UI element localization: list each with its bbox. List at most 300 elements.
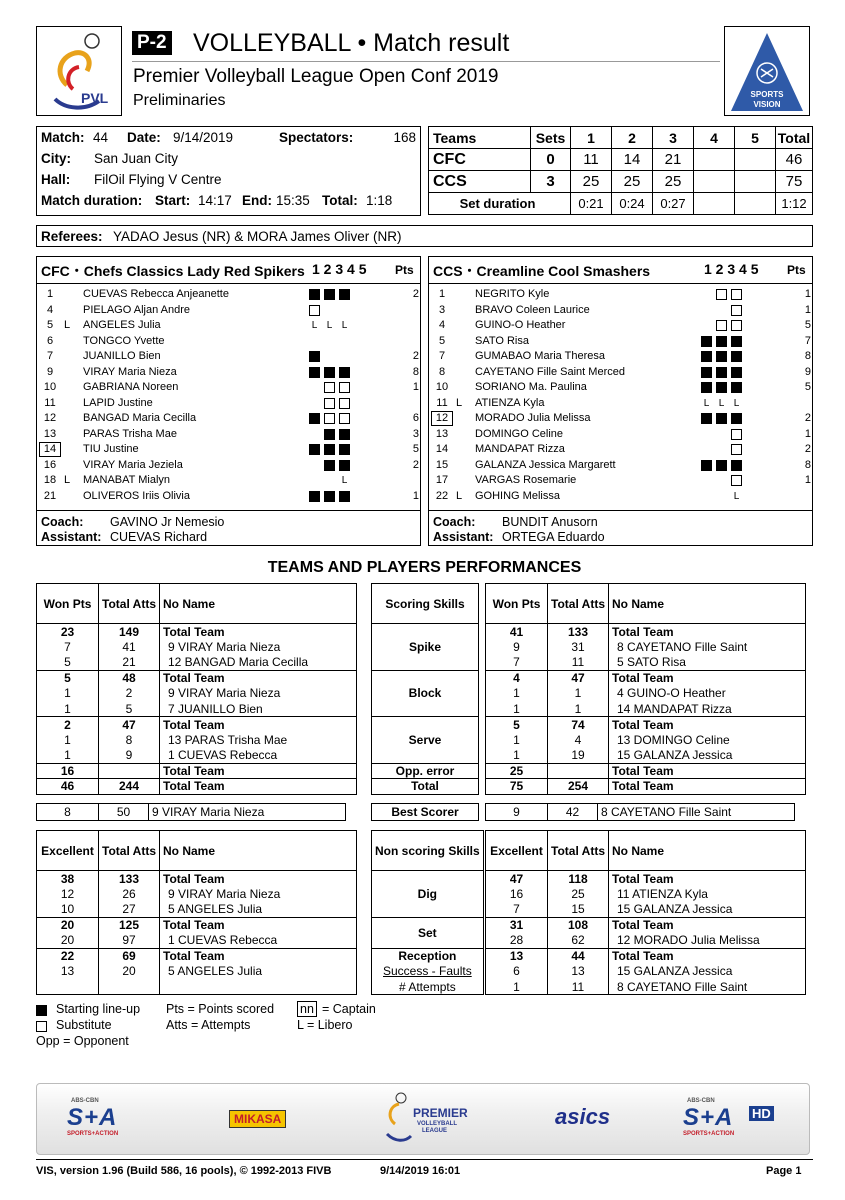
- player-number: 11: [44, 396, 56, 409]
- player-row: [431, 381, 809, 397]
- player-row: [431, 366, 809, 382]
- team-b-coach: BUNDIT Anusorn: [502, 515, 598, 529]
- player-points: 2: [412, 458, 419, 471]
- sponsor-pvl-icon: [383, 1090, 413, 1148]
- scoring-a-row: [37, 717, 357, 733]
- sponsor-pvl-sub2: LEAGUE: [422, 1128, 448, 1134]
- score-a-total: 46: [776, 149, 813, 171]
- scoring-a-cell: 12 BANGAD Maria Cecilla: [160, 655, 357, 671]
- player-row: [431, 443, 809, 459]
- nonscoring-b-row: [486, 964, 806, 980]
- player-number: 14: [435, 443, 449, 455]
- reception-attempts-row: [372, 979, 484, 995]
- score-a-set3: 21: [653, 149, 694, 171]
- player-name: DOMINGO Celine: [475, 427, 564, 440]
- scoring-b-cell: 1: [486, 732, 548, 748]
- team-b-pts-header: Pts: [787, 263, 806, 277]
- total-time: 1:18: [366, 193, 393, 208]
- team-b-assistant: ORTEGA Eduardo: [502, 530, 605, 544]
- nonscoring-a-cell: 69: [99, 948, 160, 964]
- nonscoring-a-table: [36, 830, 357, 995]
- nonscoring-b-cell: 7: [486, 902, 548, 918]
- legend-captain-box: nn: [297, 1001, 317, 1017]
- player-row: [431, 304, 809, 320]
- team-b-assistant-label: Assistant:: [433, 530, 494, 544]
- scoring-b-cell: Total Team: [609, 779, 806, 795]
- player-name: VIRAY Maria Nieza: [83, 365, 177, 378]
- starting-square-icon: [324, 367, 335, 378]
- nonscoring-a-cell: 133: [99, 871, 160, 887]
- spectators-count: 168: [393, 130, 416, 145]
- substitute-square-icon: [731, 305, 742, 316]
- scoring-b-cell: Total Team: [609, 763, 806, 779]
- nonscoring-a-cell: Total Team: [160, 917, 357, 933]
- scoring-skill-table: [371, 583, 479, 795]
- starting-square-icon: [731, 367, 742, 378]
- scoring-a-cell: Total Team: [160, 670, 357, 686]
- player-points: 7: [804, 334, 811, 347]
- svg-text:SPORTS: SPORTS: [750, 90, 784, 99]
- substitute-square-icon: [731, 475, 742, 486]
- nonscoring-a-cell: 38: [37, 871, 99, 887]
- scoring-b-header-won: Won Pts: [486, 584, 548, 624]
- nonscoring-a-cell: Total Team: [160, 871, 357, 887]
- score-header-total: Total: [776, 127, 813, 149]
- match-date: 9/14/2019: [173, 130, 234, 145]
- scoring-skill-row: [372, 624, 479, 671]
- scoring-b-row: [486, 717, 806, 733]
- player-points: 8: [412, 365, 419, 378]
- score-header-set2: 2: [612, 127, 653, 149]
- starting-square-icon: [716, 382, 727, 393]
- nonscoring-b-row: [486, 979, 806, 995]
- nonscoring-b-cell: 13: [486, 948, 548, 964]
- best-scorer-a-table: [36, 803, 346, 821]
- player-points: 2: [412, 288, 419, 300]
- scoring-a-cell: [99, 763, 160, 779]
- scoring-a-cell: 244: [99, 779, 160, 795]
- scoring-a-row: [37, 686, 357, 702]
- starting-square-icon: [731, 382, 742, 393]
- scoring-skill-name: Total: [372, 779, 479, 795]
- best-scorer-row: [486, 804, 795, 821]
- team-a-assistant-label: Assistant:: [41, 530, 102, 544]
- scoring-b-cell: 4: [486, 670, 548, 686]
- pvl-logo-icon: [37, 27, 121, 115]
- roster-divider-team-b: [428, 283, 813, 284]
- scoring-a-cell: 1: [37, 701, 99, 717]
- starting-square-icon: [731, 460, 742, 471]
- scoring-b-cell: 14 MANDAPAT Rizza: [609, 701, 806, 717]
- scoring-b-row: [486, 686, 806, 702]
- nonscoring-skill-row: [372, 871, 484, 918]
- player-row: [39, 381, 417, 397]
- city-label: City:: [41, 151, 71, 166]
- end-label: End:: [242, 193, 272, 208]
- player-name: ATIENZA Kyla: [475, 396, 545, 409]
- nonscoring-b-cell: Total Team: [609, 871, 806, 887]
- player-points: 1: [804, 288, 811, 300]
- team-b-set-header: 1 2 3 4 5: [704, 261, 759, 277]
- nonscoring-b-cell: 15 GALANZA Jessica: [609, 964, 806, 980]
- player-points: 1: [804, 474, 811, 486]
- starting-square-icon: [324, 491, 335, 502]
- scoring-a-cell: 9 VIRAY Maria Nieza: [160, 686, 357, 702]
- legend-opp: Opp = Opponent: [36, 1034, 129, 1048]
- nonscoring-a-cell: 9 VIRAY Maria Nieza: [160, 886, 357, 902]
- player-points: 5: [804, 381, 811, 393]
- player-name: CAYETANO Fille Saint Merced: [475, 365, 625, 378]
- player-points: 3: [412, 427, 419, 440]
- player-row: [39, 335, 417, 351]
- nonscoring-a-header-atts: Total Atts: [99, 831, 160, 871]
- substitute-square-icon: [324, 413, 335, 424]
- pvl-logo-box: [36, 26, 122, 116]
- player-row: [431, 288, 809, 304]
- legend-starting: Starting line-up: [56, 1002, 141, 1016]
- nonscoring-a-cell: 20: [37, 933, 99, 949]
- nonscoring-b-cell: 118: [548, 871, 609, 887]
- player-name: VIRAY Maria Jeziela: [83, 458, 183, 471]
- player-name: NEGRITO Kyle: [475, 288, 550, 300]
- svg-text:PVL: PVL: [81, 90, 109, 106]
- score-header-set3: 3: [653, 127, 694, 149]
- roster-coach-divider-team-b: [428, 510, 813, 511]
- nonscoring-a-cell: [99, 979, 160, 995]
- scoring-a-row: [37, 639, 357, 655]
- sponsor-sahd-top: ABS-CBN: [687, 1098, 715, 1104]
- reception-success-faults: Success - Faults: [372, 964, 484, 980]
- sponsor-pvl-sub1: VOLLEYBALL: [417, 1121, 457, 1127]
- city-value: San Juan City: [94, 151, 179, 166]
- team-a-pts-header: Pts: [395, 263, 414, 277]
- nonscoring-b-cell: 62: [548, 933, 609, 949]
- libero-mark: L: [456, 489, 463, 502]
- sponsor-asics-logo: asics: [555, 1104, 611, 1129]
- scoring-a-cell: 41: [99, 639, 160, 655]
- scoring-a-header-name: No Name: [160, 584, 357, 624]
- player-number: 7: [46, 350, 54, 362]
- player-name: OLIVEROS Iriis Olivia: [83, 489, 190, 502]
- team-a-coach-label: Coach:: [41, 515, 84, 529]
- starting-square-icon: [701, 351, 712, 362]
- scoring-b-cell: 254: [548, 779, 609, 795]
- starting-square-icon: [731, 336, 742, 347]
- scoring-b-cell: Total Team: [609, 717, 806, 733]
- starting-square-icon: [716, 413, 727, 424]
- player-points: 2: [412, 350, 419, 362]
- player-number: 6: [46, 334, 54, 347]
- scoring-a-cell: 9 VIRAY Maria Nieza: [160, 639, 357, 655]
- team-a-set-header: 1 2 3 4 5: [312, 261, 367, 277]
- scoring-b-cell: 4 GUINO-O Heather: [609, 686, 806, 702]
- score-b-set2: 25: [612, 171, 653, 193]
- libero-set-mark: L: [733, 397, 740, 409]
- player-number: 9: [46, 365, 54, 378]
- score-header-sets: Sets: [531, 127, 571, 149]
- player-row: [39, 350, 417, 366]
- nonscoring-a-row: [37, 917, 357, 933]
- scoring-b-row: [486, 701, 806, 717]
- nonscoring-skill-row: [372, 917, 484, 948]
- hall-value: FilOil Flying V Centre: [94, 172, 222, 187]
- player-number: 1: [438, 288, 446, 300]
- player-name: GUMABAO Maria Theresa: [475, 350, 606, 362]
- libero-mark: L: [64, 474, 71, 486]
- best-scorer-skill-row: [372, 804, 479, 821]
- nonscoring-a-header-name: No Name: [160, 831, 357, 871]
- nonscoring-b-cell: 13: [548, 964, 609, 980]
- nonscoring-b-cell: Total Team: [609, 917, 806, 933]
- starting-square-icon: [309, 351, 320, 362]
- substitute-square-icon: [309, 305, 320, 316]
- scoring-a-cell: 46: [37, 779, 99, 795]
- scoring-b-cell: 25: [486, 763, 548, 779]
- player-name: GOHING Melissa: [475, 489, 560, 502]
- scoring-skill-name: Block: [372, 670, 479, 717]
- player-row: [431, 319, 809, 335]
- score-a-set4: [694, 149, 735, 171]
- scoring-b-cell: 1: [548, 701, 609, 717]
- scoring-a-cell: 23: [37, 624, 99, 640]
- score-header-set1: 1: [571, 127, 612, 149]
- player-row: [39, 319, 417, 335]
- scoring-b-cell: 1: [486, 748, 548, 764]
- player-name: TONGCO Yvette: [83, 334, 165, 347]
- starting-square-icon: [339, 444, 350, 455]
- scoring-a-cell: 9: [99, 748, 160, 764]
- scoring-a-cell: 5: [37, 655, 99, 671]
- nonscoring-a-cell: 13: [37, 964, 99, 980]
- nonscoring-b-cell: 11 ATIENZA Kyla: [609, 886, 806, 902]
- player-row: [431, 335, 809, 351]
- phase-label: Preliminaries: [133, 92, 226, 109]
- player-row: [39, 412, 417, 428]
- player-name: PIELAGO Aljan Andre: [83, 303, 191, 316]
- duration-label: Match duration:: [41, 193, 143, 208]
- nonscoring-b-header-won: Excellent: [486, 831, 548, 871]
- player-number: 18: [43, 474, 57, 486]
- sports-vision-logo-box: [724, 26, 810, 116]
- libero-set-mark: L: [703, 397, 710, 409]
- player-number: 22: [435, 489, 449, 502]
- libero-set-mark: L: [718, 397, 725, 409]
- player-name: LAPID Justine: [83, 396, 153, 409]
- team-b-coach-label: Coach:: [433, 515, 476, 529]
- player-number: 4: [46, 303, 54, 316]
- player-number: 5: [46, 319, 54, 331]
- nonscoring-a-cell: 97: [99, 933, 160, 949]
- player-row: [39, 490, 417, 506]
- starting-square-icon: [716, 336, 727, 347]
- libero-set-mark: L: [341, 475, 348, 486]
- player-row: [431, 428, 809, 444]
- scoring-a-cell: 13 PARAS Trisha Mae: [160, 732, 357, 748]
- scoring-a-header-row: [37, 584, 357, 624]
- player-number: 13: [43, 427, 57, 440]
- sponsor-sa-top: ABS-CBN: [71, 1098, 99, 1104]
- scoring-a-cell: 8: [99, 732, 160, 748]
- set3-duration: 0:27: [653, 193, 694, 215]
- best-scorer-cell: 9 VIRAY Maria Nieza: [149, 804, 346, 821]
- player-row: [39, 474, 417, 490]
- starting-square-icon: [339, 460, 350, 471]
- player-name: MORADO Julia Melissa: [475, 412, 591, 424]
- performance-title: TEAMS AND PLAYERS PERFORMANCES: [267, 559, 582, 576]
- player-name: GABRIANA Noreen: [83, 381, 179, 393]
- scoring-a-cell: 5: [37, 670, 99, 686]
- nonscoring-b-cell: Total Team: [609, 948, 806, 964]
- nonscoring-a-cell: [37, 979, 99, 995]
- scoring-b-cell: 5 SATO Risa: [609, 655, 806, 671]
- starting-square-icon: [701, 413, 712, 424]
- player-number: 12: [43, 412, 57, 424]
- nonscoring-b-row: [486, 871, 806, 887]
- end-time: 15:35: [276, 193, 310, 208]
- start-label: Start:: [155, 193, 191, 208]
- set-duration-label: Set duration: [429, 193, 571, 215]
- player-name: MANDAPAT Rizza: [475, 443, 565, 455]
- scoring-a-cell: Total Team: [160, 779, 357, 795]
- starting-square-icon: [339, 491, 350, 502]
- nonscoring-a-cell: 20: [37, 917, 99, 933]
- scoring-b-cell: 5: [486, 717, 548, 733]
- scoring-skill-row: [372, 779, 479, 795]
- set4-duration: [694, 193, 735, 215]
- score-a-set2: 14: [612, 149, 653, 171]
- starting-square-icon: [339, 429, 350, 440]
- score-sets-b: 3: [531, 171, 571, 193]
- scoring-b-cell: 4: [548, 732, 609, 748]
- substitute-square-icon: [731, 429, 742, 440]
- player-row: [39, 397, 417, 413]
- nonscoring-a-row: [37, 871, 357, 887]
- nonscoring-b-header-row: [486, 831, 806, 871]
- scoring-b-header-atts: Total Atts: [548, 584, 609, 624]
- scoring-skill-row: [372, 717, 479, 764]
- starting-square-icon: [324, 460, 335, 471]
- player-row: [431, 350, 809, 366]
- reception-skill-row: [372, 948, 484, 964]
- scoring-a-cell: 1 CUEVAS Rebecca: [160, 748, 357, 764]
- scoring-b-cell: 1: [486, 686, 548, 702]
- best-scorer-cell: 42: [548, 804, 598, 821]
- scoring-a-cell: Total Team: [160, 717, 357, 733]
- nonscoring-b-cell: 15: [548, 902, 609, 918]
- scoring-b-row: [486, 763, 806, 779]
- sponsor-sa-logo: S+A: [67, 1104, 118, 1131]
- player-points: 2: [804, 412, 811, 424]
- substitute-square-icon: [731, 320, 742, 331]
- nonscoring-b-cell: 12 MORADO Julia Melissa: [609, 933, 806, 949]
- scoring-b-table: [485, 583, 806, 795]
- starting-square-icon: [731, 413, 742, 424]
- player-row: [431, 474, 809, 490]
- player-row: [39, 288, 417, 304]
- starting-square-icon: [309, 491, 320, 502]
- player-points: 8: [804, 458, 811, 471]
- nonscoring-b-cell: 16: [486, 886, 548, 902]
- sports-vision-logo-icon: [725, 27, 809, 115]
- score-b-set1: 25: [571, 171, 612, 193]
- set2-duration: 0:24: [612, 193, 653, 215]
- nonscoring-b-cell: 15 GALANZA Jessica: [609, 902, 806, 918]
- page-title: VOLLEYBALL • Match result: [193, 29, 510, 57]
- scoring-a-cell: Total Team: [160, 624, 357, 640]
- nonscoring-b-row: [486, 886, 806, 902]
- nonscoring-b-cell: 44: [548, 948, 609, 964]
- player-number: 8: [438, 365, 446, 378]
- scoring-b-cell: Total Team: [609, 670, 806, 686]
- substitute-square-icon: [339, 398, 350, 409]
- scoring-a-row: [37, 655, 357, 671]
- starting-square-icon: [309, 444, 320, 455]
- nonscoring-b-table: [485, 830, 806, 995]
- roster-divider-team-a: [36, 283, 421, 284]
- nonscoring-a-cell: 5 ANGELES Julia: [160, 902, 357, 918]
- best-scorer-skill-table: [371, 803, 479, 821]
- player-number: 1: [46, 288, 54, 300]
- scoring-a-header-atts: Total Atts: [99, 584, 160, 624]
- score-b-set3: 25: [653, 171, 694, 193]
- scoring-b-cell: 133: [548, 624, 609, 640]
- spectators-label: Spectators:: [279, 130, 354, 145]
- total-duration: 1:12: [776, 193, 813, 215]
- player-row: [431, 459, 809, 475]
- score-header-set5: 5: [735, 127, 776, 149]
- scoring-b-cell: 11: [548, 655, 609, 671]
- scoring-a-cell: 2: [37, 717, 99, 733]
- player-row: [39, 304, 417, 320]
- score-b-set4: [694, 171, 735, 193]
- best-scorer-b-table: [485, 803, 795, 821]
- svg-text:VISION: VISION: [753, 100, 781, 109]
- player-number: 3: [438, 303, 446, 316]
- nonscoring-b-row: [486, 933, 806, 949]
- player-name: PARAS Trisha Mae: [83, 427, 177, 440]
- reception-skill-name: Reception: [372, 948, 484, 964]
- scoring-a-cell: 7: [37, 639, 99, 655]
- nonscoring-a-header-row: [37, 831, 357, 871]
- nonscoring-a-cell: 5 ANGELES Julia: [160, 964, 357, 980]
- scoring-a-cell: 149: [99, 624, 160, 640]
- score-b-total: 75: [776, 171, 813, 193]
- starting-square-icon: [716, 367, 727, 378]
- league-name: Premier Volleyball League Open Conf 2019: [133, 66, 499, 87]
- best-scorer-cell: 9: [486, 804, 548, 821]
- score-sets-a: 0: [531, 149, 571, 171]
- scoring-a-table: [36, 583, 357, 795]
- total-time-label: Total:: [322, 193, 358, 208]
- title-divider: [132, 61, 720, 62]
- nonscoring-a-cell: 22: [37, 948, 99, 964]
- nonscoring-b-header-atts: Total Atts: [548, 831, 609, 871]
- scoring-b-cell: 8 CAYETANO Fille Saint: [609, 639, 806, 655]
- starting-square-icon: [309, 289, 320, 300]
- libero-set-mark: L: [733, 490, 740, 502]
- scoring-b-cell: 74: [548, 717, 609, 733]
- start-time: 14:17: [198, 193, 232, 208]
- libero-set-mark: L: [311, 320, 318, 331]
- player-name: ANGELES Julia: [83, 319, 161, 331]
- player-points: 5: [412, 443, 419, 455]
- scoring-skill-name: Opp. error: [372, 763, 479, 779]
- scoring-b-cell: 31: [548, 639, 609, 655]
- reception-attempts: # Attempts: [372, 979, 484, 995]
- scoring-b-cell: 19: [548, 748, 609, 764]
- nonscoring-b-header-name: No Name: [609, 831, 806, 871]
- nonscoring-a-row: [37, 886, 357, 902]
